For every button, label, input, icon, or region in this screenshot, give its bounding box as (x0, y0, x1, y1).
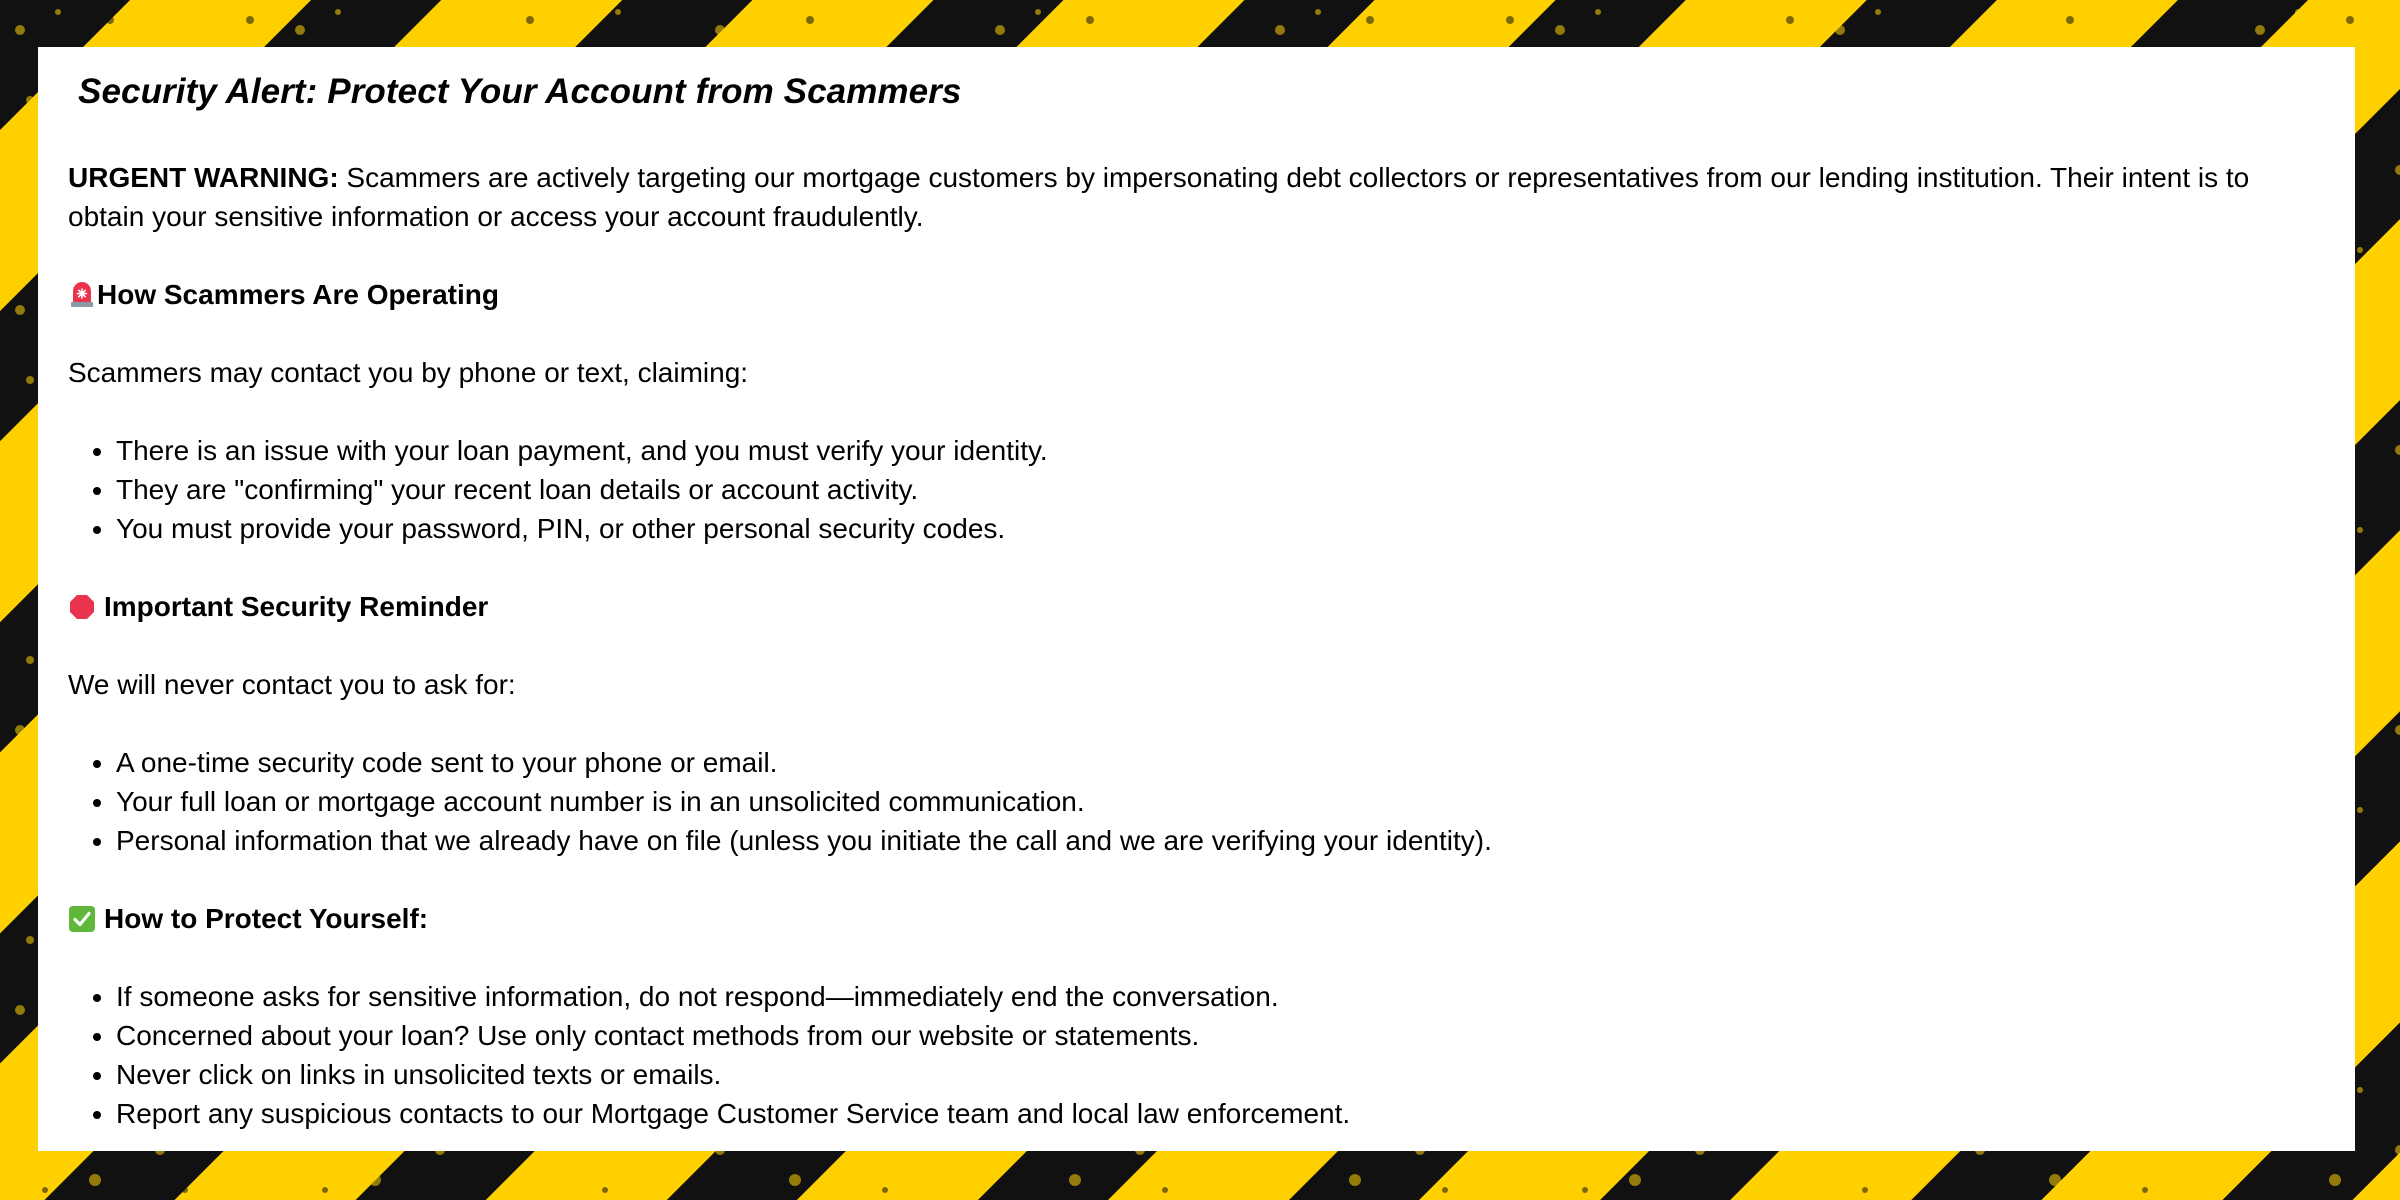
list-item: • Your full loan or mortgage account number is in an unsolicited communication. (116, 782, 2298, 821)
list-item: • Report any suspicious contacts to our Mortgage Customer Service team and local law enforcement. (116, 1094, 2298, 1133)
list-item: • Never click on links in unsolicited texts or emails. (116, 1055, 2298, 1094)
urgent-warning-label: URGENT WARNING: (68, 162, 339, 193)
section-heading-reminder (68, 587, 2298, 626)
list-item: • Personal information that we already have on file (unless you initiate the call and we are verifying your identity). (116, 821, 2298, 860)
list-item: • A one-time security code sent to your phone or email. (116, 743, 2298, 782)
list-item: • Concerned about your loan? Use only contact methods from our website or statements. (116, 1016, 2298, 1055)
section-heading-label: How Scammers Are Operating (97, 279, 499, 310)
scam-claims-list (68, 431, 2298, 548)
urgent-warning-text: Scammers are actively targeting our mortgage customers by impersonating debt collectors or representatives from our lending institution. Their intent is to obtain your sensitive information or access your account fraudulently. (68, 162, 2250, 232)
urgent-warning-paragraph (68, 158, 2298, 236)
list-item: • There is an issue with your loan payment, and you must verify your identity. (116, 431, 2298, 470)
list-item: • You must provide your password, PIN, or other personal security codes. (116, 509, 2298, 548)
section-intro-reminder: We will never contact you to ask for: (68, 669, 516, 700)
list-item: • If someone asks for sensitive information, do not respond—immediately end the conversation. (116, 977, 2298, 1016)
check-mark-icon (68, 905, 96, 933)
section-heading-label: How to Protect Yourself: (104, 903, 429, 934)
section-heading-label: Important Security Reminder (104, 591, 489, 622)
protect-yourself-list (68, 977, 2298, 1133)
section-heading-scammers (68, 275, 2298, 314)
siren-icon (68, 281, 96, 309)
never-ask-list (68, 743, 2298, 860)
section-heading-protect (68, 899, 2298, 938)
stop-sign-icon (68, 593, 96, 621)
alert-content (68, 158, 2298, 1172)
page-title: Security Alert: Protect Your Account from Scammers (78, 72, 962, 111)
list-item: • They are "confirming" your recent loan details or account activity. (116, 470, 2298, 509)
section-intro-scammers: Scammers may contact you by phone or text, claiming: (68, 357, 749, 388)
